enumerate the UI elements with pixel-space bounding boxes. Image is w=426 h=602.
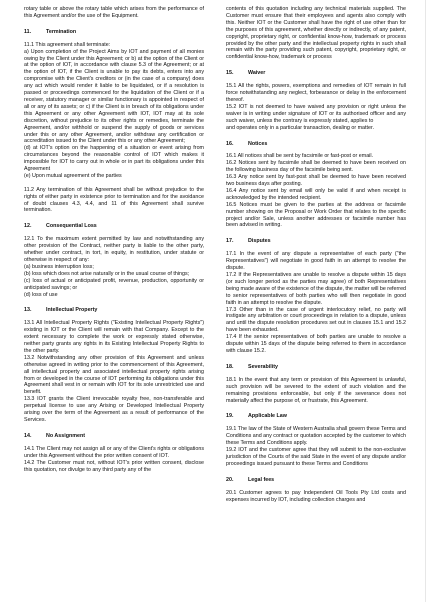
section-title: Consequential Loss xyxy=(46,223,97,230)
clause-paragraph: 17.3 Other than in the case of urgent interlocutory relief, no party will instigate any arbitration or court proceedings in relation to a dispute, unless and until the dispute resolution procedures set out in clauses 15.1 and 15.2 have been exhausted. xyxy=(226,306,406,334)
section-title: Disputes xyxy=(248,238,271,245)
clause-paragraph: (a) business interruption loss; xyxy=(24,263,94,270)
section-heading xyxy=(24,433,204,440)
clause-paragraph: a) Upon completion of the Project Aims by IOT and payment of all monies owing by the Client under this Agreement; or b) at the option of the Client or at the option of IOT, in accordance with clause 5.3 of the Agreement; or at the option of IOT, if the Client is unable to pay its debts, enters into any compromise with the Client's creditors or (in the case of a company) does any act which would render it liable to be liquidated, or if a resolution is passed or proceedings commenced for the liquidation of the Client or if a receiver, statutory manager or similar functionary is appointed in respect of all or any of its assets; or c) if the Client is in breach of its obligations under this Agreement or any other Agreement with IOT, IOT may at its sole discretion, without prejudice to its other rights or remedies, terminate the Agreement, and/or withhold or suspend the supply of goods or services under this or any other Agreement, and/or withdraw any certification or accreditation issued to the Client under this or any other Agreement; xyxy=(24,48,204,145)
clause-paragraph: 17.2 If the Representatives are unable to resolve a dispute within 15 days (or such longer period as the parties may agree) of both Representatives being made aware of the existence of the dispute, the matter will be referred to senior representatives of both parties who will then negotiate in good faith in an attempt to resolve the dispute. xyxy=(226,272,407,306)
clause-paragraph: 11.1 This agreement shall terminate: xyxy=(24,41,111,48)
clause-paragraph: 13.2 Notwithstanding any other provision of this Agreement and unless otherwise agreed in writing prior to the commencement of this Agreement, all intellectual property and associated intellectual property rights arising from or developed in the course of IOT performing its obligations under this Agreement shall vest in or remain with IOT for its sole unrestricted use and benefit. xyxy=(24,354,204,396)
clause-paragraph: 16.1 All notices shall be sent by facsimile or fast-post or email. xyxy=(226,153,374,160)
clause-paragraph: (e) Upon mutual agreement of the parties xyxy=(24,172,122,179)
clause-paragraph: contents of this quotation including any technical materials supplied. The Customer must ensure that their employees and agents also comply with this. Neither IOT or the Customer shall have the right of use other than for the purposes of this agreement, whether directly or indirectly, of any patent, copyright, proprietary right, or confidential know-how, trademark or process provided by the other party and the intellectual property rights in such shall remain with the party providing such patent, copyright, proprietary right, or confidential know-how, trademark or process xyxy=(226,6,406,61)
section-title: Waiver xyxy=(248,70,266,77)
section-title: Legal fees xyxy=(248,476,275,483)
section-heading xyxy=(24,307,204,314)
clause-paragraph: 17.4 If the senior representatives of both parties are unable to resolve a dispute within 15 days of the dispute being referred to them in accordance with clause 15.2. xyxy=(226,334,406,354)
clause-paragraph: 12.1 To the maximum extent permitted by law and notwithstanding any other provision of the Contract, neither party is liable to the other party, whether under contract, in tort, in equity, in restitution, under statute or otherwise in respect of any: xyxy=(24,236,204,263)
section-title: No Assignment xyxy=(46,432,85,439)
left-column xyxy=(24,6,204,473)
section-title: Intellectual Property xyxy=(46,307,98,314)
clause-paragraph: 15.1 All the rights, powers, exemptions and remedies of IOT remain in full force notwithstanding any neglect, forbearance or delay in the enforcement thereof. xyxy=(226,83,406,103)
clause-paragraph: 15.2 IOT is not deemed to have waived any provision or right unless the waiver is in writing under signature of IOT or its authorised officer and any such waiver, unless the contrary is expressly stated, applies to xyxy=(226,103,406,124)
clause-paragraph: 20.1 Customer agrees to pay Independent Oil Tools Pty Ltd costs and expenses incurred by IOT, including collection charges and xyxy=(226,489,406,503)
section-number: 18. xyxy=(226,363,234,370)
section-number: 16. xyxy=(226,140,234,147)
section-heading xyxy=(226,413,406,420)
clause-paragraph: 16.5 Notices must be given to the parties at the address or facsimile number showing on the Proposal or Work Order that relates to the specific project and/or Sale, unless another addresses or facsimile number has been advised in writing. xyxy=(226,201,406,229)
clause-paragraph: 19.1 The law of the State of Western Australia shall govern these Terms and Conditions and any contract or quotation accepted by the customer to which these Terms and Conditions apply. xyxy=(226,426,406,447)
section-title: Severability xyxy=(248,363,279,370)
section-number: 19. xyxy=(226,413,234,420)
section-title: Notices xyxy=(248,140,268,147)
clause-paragraph: rotary table or above the rotary table which arises from the performance of this Agreement and/or the use of the Equipment. xyxy=(24,6,204,19)
clause-paragraph: 17.1 In the event of any dispute a representative of each party ("the Representatives") will negotiate in good faith in an attempt to resolve the dispute. xyxy=(226,251,406,272)
section-number: 12. xyxy=(24,223,32,230)
section-heading xyxy=(226,238,406,245)
section-heading xyxy=(226,364,406,371)
clause-paragraph: (d) loss of use xyxy=(24,291,58,298)
clause-paragraph: 16.4 Any notice sent by email will only be valid if and when receipt is acknowledged by the intended recipient. xyxy=(226,187,406,201)
section-number: 17. xyxy=(226,238,234,245)
section-heading xyxy=(226,141,406,148)
section-title: Applicable Law xyxy=(248,413,287,420)
section-heading xyxy=(226,477,406,484)
section-heading xyxy=(226,70,406,77)
clause-paragraph: (b) loss which does not arise naturally or in the usual course of things; xyxy=(24,270,190,277)
clause-paragraph: 18.1 In the event that any term or provision of this Agreement is unlawful, such provision will be severed to the extent of such violation and the remaining provisions enforceable, but only if the severance does not materially affect the purpose of, or frustrate, this Agreement. xyxy=(226,376,406,404)
section-number: 20. xyxy=(226,476,234,483)
clause-paragraph: 11.2 Any termination of this Agreement shall be without prejudice to the rights of either party in existence prior to termination and for the avoidance of doubt clauses 4.3, 4.4, and 11 of this Agreement shall survive termination. xyxy=(24,186,204,214)
section-number: 13. xyxy=(24,307,32,314)
clause-paragraph: 14.1 The Client may not assign all or any of the Client's rights or obligations under this Agreement without the prior written consent of IOT. xyxy=(24,445,204,459)
clause-paragraph: 16.2 Notices sent by facsimile shall be deemed to have been received on the following business day of the facsimile being sent. xyxy=(226,160,406,174)
clause-paragraph: (d) at IOT's option on the happening of a situation or event arising from circumstances beyond the reasonable control of IOT which makes it impossible for IOT to carry out in whole or in part its obligations under this Agreement xyxy=(24,145,204,173)
clause-paragraph: 16.3 Any notice sent by fast-post shall be deemed to have been received two business days after posting. xyxy=(226,174,406,188)
clause-paragraph: (c) loss of actual or anticipated profit, revenue, production, opportunity or anticipated savings; or xyxy=(24,277,204,291)
section-heading xyxy=(24,223,204,230)
section-number: 11. xyxy=(24,28,32,35)
clause-paragraph: 14.2 The Customer must not, without IOT's prior written consent, disclose this quotation, nor divulge to any third party any of the xyxy=(24,459,204,473)
section-number: 14. xyxy=(24,432,32,439)
section-title: Termination xyxy=(46,28,77,35)
clause-paragraph: 19.2 IOT and the customer agree that they will submit to the non-exclusive jurisdiction of the Courts of the said State in the event of any dispute and/or proceedings issued pursuant to these Terms and Conditions xyxy=(226,447,406,467)
clause-paragraph: 13.1 All Intellectual Property Rights ("Existing Intellectual Property Rights") existing in IOT or the Client will remain with that Company. Except to the extent necessary to complete the work or expressly stated otherwise, neither party grants any rights in its Existing Intellectual Property Rights to the other party. xyxy=(24,320,204,354)
section-number: 15. xyxy=(226,70,234,77)
section-heading xyxy=(24,29,204,36)
right-column xyxy=(226,6,406,503)
clause-paragraph: and operates only in a particular transaction, dealing or matter. xyxy=(226,124,374,131)
clause-paragraph: 13.3 IOT grants the Client irrevocable royalty free, non-transferable and perpetual license to use any Arising or Developed Intellectual Property arising over the term of the Agreement as a result of performance of the Services. xyxy=(24,396,204,424)
